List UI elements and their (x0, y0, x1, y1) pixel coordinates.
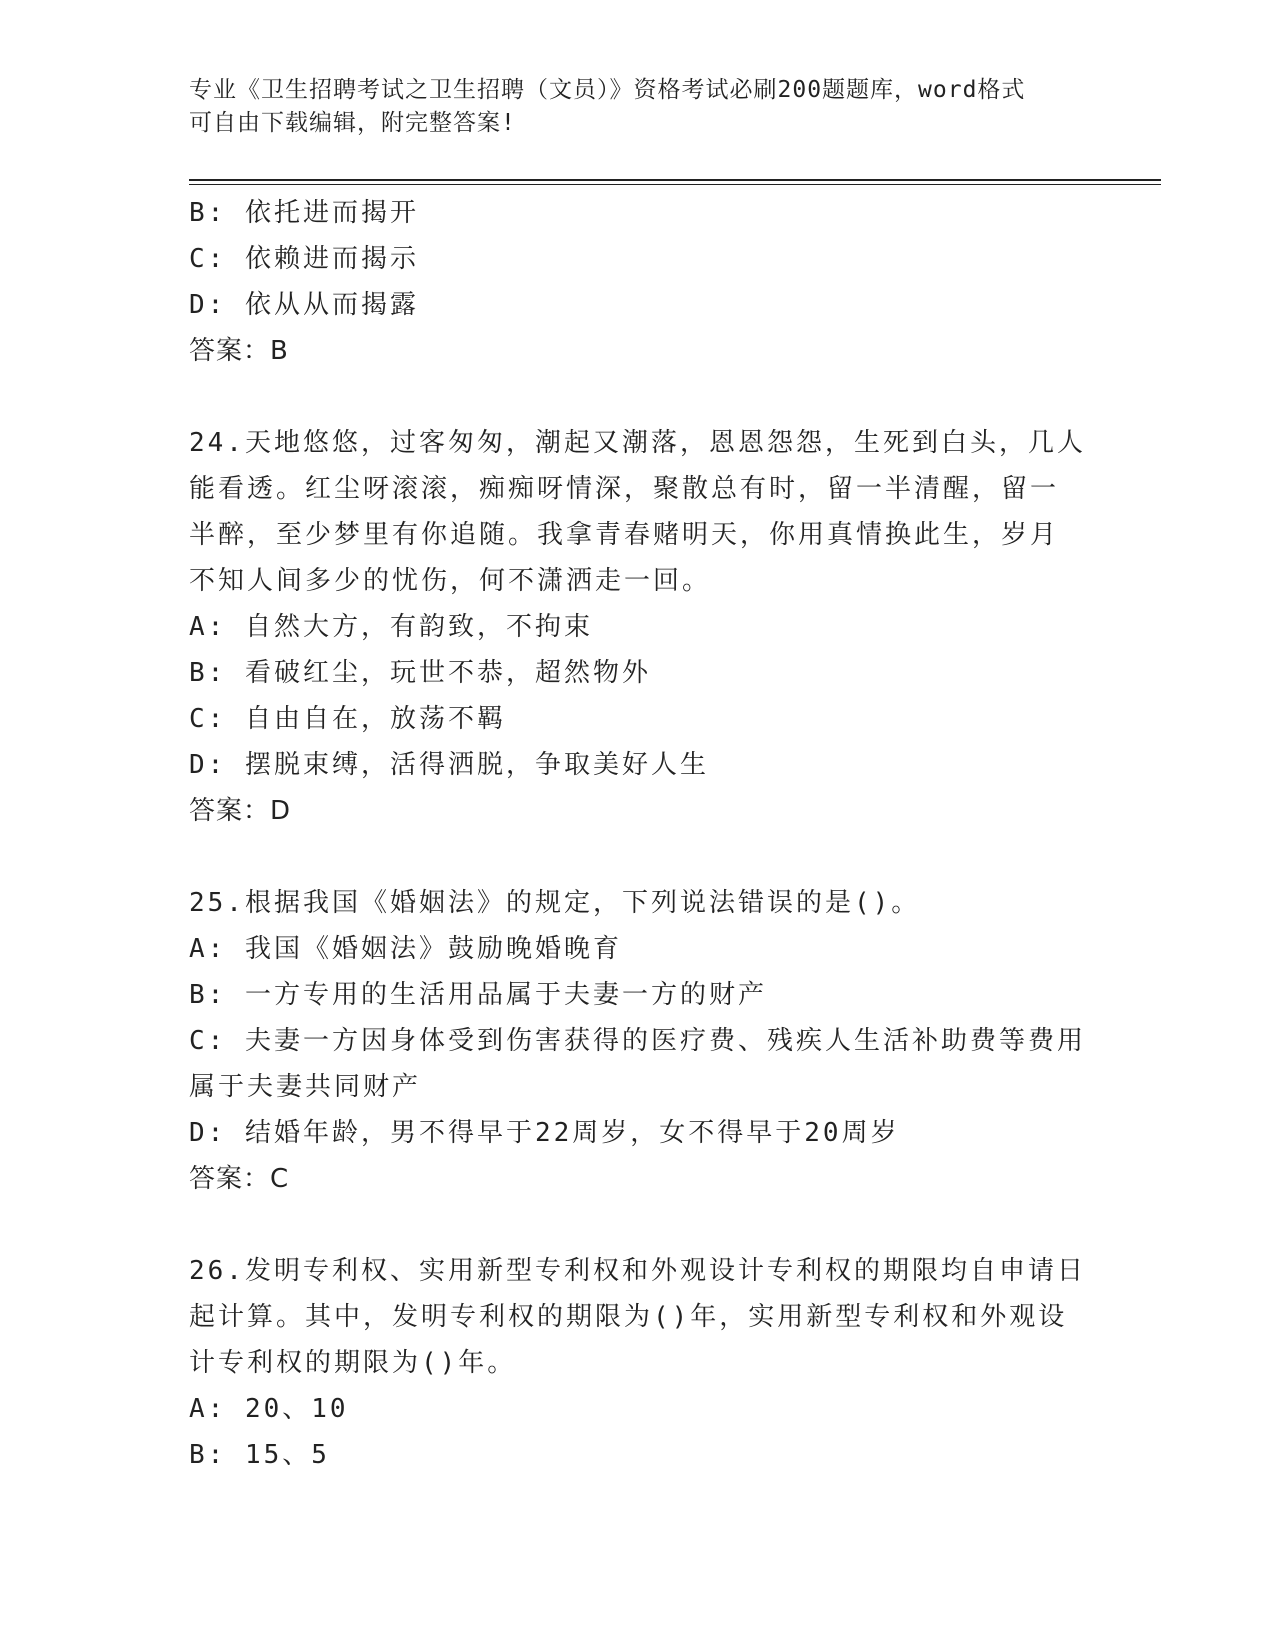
header-divider-thick (189, 179, 1161, 181)
question-stem: 半醉，至少梦里有你追随。我拿青春赌明天，你用真情换此生，岁月 (189, 520, 1060, 550)
answer-line: 答案：B (189, 336, 289, 366)
spacer (189, 374, 1089, 420)
question-26 (189, 1248, 1089, 1478)
question-content (189, 190, 1089, 1478)
header-divider-thin (189, 184, 1161, 185)
header-line-1: 专业《卫生招聘考试之卫生招聘（文员）》资格考试必刷200题题库，word格式 (189, 77, 1026, 103)
option-c-continuation: 属于夫妻共同财产 (189, 1072, 422, 1102)
option-a: A: 20、10 (189, 1394, 349, 1424)
question-stem: 不知人间多少的忧伤，何不潇洒走一回。 (189, 566, 712, 596)
option-c: C: 自由自在，放荡不羁 (189, 704, 506, 734)
question-stem: 能看透。红尘呀滚滚，痴痴呀情深，聚散总有时，留一半清醒，留一 (189, 474, 1060, 504)
question-stem: 26.发明专利权、实用新型专利权和外观设计专利权的期限均自申请日 (189, 1256, 1086, 1286)
spacer (189, 1202, 1089, 1248)
question-stem: 24.天地悠悠，过客匆匆，潮起又潮落，恩恩怨怨，生死到白头，几人 (189, 428, 1086, 458)
question-24 (189, 420, 1089, 834)
question-stem: 25.根据我国《婚姻法》的规定，下列说法错误的是()。 (189, 888, 921, 918)
option-d: D: 结婚年龄，男不得早于22周岁，女不得早于20周岁 (189, 1118, 900, 1148)
option-d: D: 摆脱束缚，活得洒脱，争取美好人生 (189, 750, 709, 780)
document-header (189, 74, 1089, 140)
option-b: B: 15、5 (189, 1440, 330, 1470)
option-a: A: 我国《婚姻法》鼓励晚婚晚育 (189, 934, 622, 964)
option-b: B: 一方专用的生活用品属于夫妻一方的财产 (189, 980, 767, 1010)
answer-line: 答案：C (189, 1164, 290, 1194)
option-a: A: 自然大方，有韵致，不拘束 (189, 612, 593, 642)
question-25 (189, 880, 1089, 1202)
spacer (189, 834, 1089, 880)
question-stem: 计专利权的期限为()年。 (189, 1348, 517, 1378)
option-b: B: 看破红尘，玩世不恭，超然物外 (189, 658, 651, 688)
question-stem: 起计算。其中，发明专利权的期限为()年，实用新型专利权和外观设 (189, 1302, 1068, 1332)
option-d: D: 依从从而揭露 (189, 290, 419, 320)
option-b: B: 依托进而揭开 (189, 198, 419, 228)
question-23-tail (189, 190, 1089, 374)
header-line-2: 可自由下载编辑，附完整答案! (189, 110, 516, 136)
answer-line: 答案：D (189, 796, 292, 826)
option-c: C: 依赖进而揭示 (189, 244, 419, 274)
option-c: C: 夫妻一方因身体受到伤害获得的医疗费、残疾人生活补助费等费用 (189, 1026, 1086, 1056)
